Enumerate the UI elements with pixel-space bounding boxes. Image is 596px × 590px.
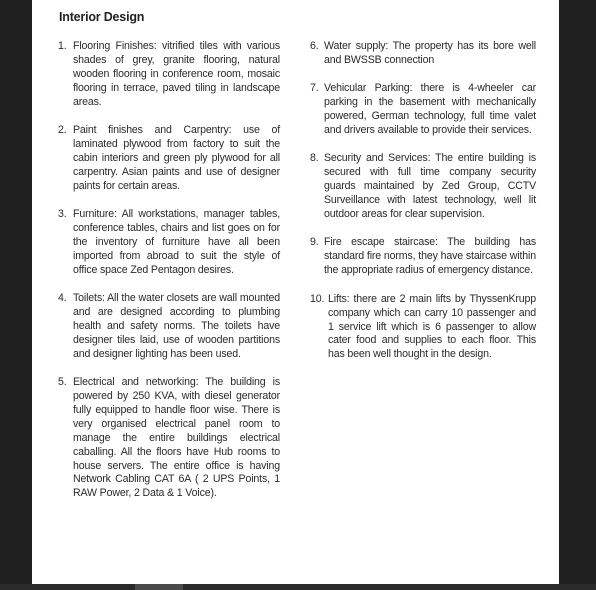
item-number: 5. [58, 376, 67, 389]
item-number: 4. [58, 292, 67, 305]
list-item-2 [58, 124, 280, 194]
item-text: Water supply: The property has its bore well and BWSSB connection [324, 40, 536, 66]
item-text: Paint finishes and Carpentry: use of laminated plywood from factory to suit the cabin interiors and green ply plywood for all carpentry. Asian paints and use of designer paints for certain areas. [73, 124, 280, 192]
list-item-9 [310, 236, 536, 278]
page-title: Interior Design [59, 10, 145, 24]
list-item-4 [58, 292, 280, 362]
list-item-8 [310, 152, 536, 222]
item-text: Security and Services: The entire building is secured with full time company security guards maintained by Zed Group, CCTV Surveillance with latest technology, well lit outdoor areas for clear supervision. [324, 152, 536, 221]
horizontal-scrollbar[interactable] [0, 584, 596, 590]
list-item-7 [310, 82, 536, 138]
item-number: 7. [310, 82, 319, 95]
list-item-10 [310, 293, 536, 363]
item-text: Lifts: there are 2 main lifts by ThyssenKrupp company which can carry 10 passenger and 1 service lift which is 6 passenger to allow cater food and supplies to each floor. This has been well thought in the design. [328, 292, 536, 361]
item-number: 9. [310, 236, 319, 249]
item-number: 10. [310, 292, 325, 305]
right-column [310, 40, 536, 377]
item-text: Furniture: All workstations, manager tables, conference tables, chairs and list goes on for the inventory of furniture have all been imported from abroad to suit the style of office space Zed Pentagon desires. [73, 208, 280, 276]
item-number: 2. [58, 124, 67, 137]
list-item-6 [310, 40, 536, 68]
item-text: Electrical and networking: The building is powered by 250 KVA, with diesel generator fully equipped to handle floor wise. There is very organised electrical panel room to manage the entire buildings electrical caballing. All the floors have Hub rooms to house servers. The entire office is having Network Cabling CAT 6A ( 2 UPS Points, 1 RAW Power, 2 Data & 1 Voice). [73, 376, 280, 500]
item-text: Toilets: All the water closets are wall mounted and are designed according to plumbing health and safety norms. The toilets have designer tiles laid, use of wooden partitions and designer lighting has been used. [73, 292, 280, 360]
list-item-1 [58, 40, 280, 110]
item-number: 6. [310, 40, 319, 52]
item-number: 8. [310, 152, 319, 165]
item-number: 3. [58, 208, 67, 221]
left-column [58, 40, 280, 516]
list-item-3 [58, 208, 280, 278]
document-page [32, 0, 559, 584]
item-text: Vehicular Parking: there is 4-wheeler car parking in the basement with mechanically powered, German technology, full time valet and drivers available to provide their services. [324, 82, 536, 137]
scrollbar-thumb[interactable] [135, 584, 183, 590]
item-text: Fire escape staircase: The building has standard fire norms, they have staircase within the appropriate radius of emergency distance. [324, 236, 536, 277]
item-text: Flooring Finishes: vitrified tiles with various shades of grey, granite flooring, natural wooden flooring in conference room, mosaic flooring in terrace, paved tiling in landscape areas. [73, 40, 280, 108]
item-number: 1. [58, 40, 67, 52]
list-item-5 [58, 376, 280, 501]
